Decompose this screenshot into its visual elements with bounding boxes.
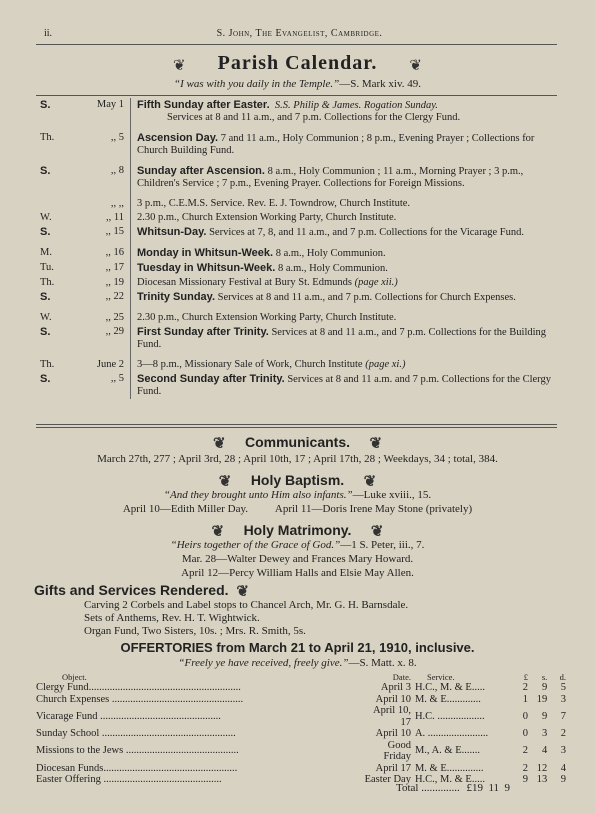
table-header-row: Object. Date. Service. £ s. d. bbox=[62, 672, 566, 682]
calendar-quote: “I was with you daily in the Temple.”—S. Mark xiv. 49. bbox=[173, 78, 421, 90]
table-row: ,, ,, 3 p.m., C.E.M.S. Service. Rev. E. J. Towndrow, Church Institute. bbox=[34, 197, 558, 211]
offertories-quote: “Freely ye have received, freely give.”—S. Matt. x. 8. bbox=[178, 657, 417, 669]
table-row: S. ,, 22 Trinity Sunday. Services at 8 and 11 a.m., and 7 p.m. Collections for Church Expenses. bbox=[40, 291, 516, 303]
calendar-bottom-rule bbox=[36, 424, 557, 425]
right-floral-ornament-icon: ❦ bbox=[409, 57, 422, 74]
table-row: Th. June 2 3—8 p.m., Missionary Sale of Work, Church Institute (page xi.) bbox=[40, 359, 406, 370]
calendar-table bbox=[34, 98, 558, 399]
page-number: ii. bbox=[44, 28, 53, 39]
floral-ornament-icon: ❦ bbox=[363, 473, 377, 491]
table-row: W. ,, 25 2.30 p.m., Church Extension Working Party, Church Institute. bbox=[40, 312, 397, 323]
table-row: Tu. ,, 17 Tuesday in Whitsun-Week. 8 a.m., Holy Communion. bbox=[40, 262, 388, 274]
table-row: Vicarage Fund .............................................. April 10, 17 H.C. .................. 0 9 7 bbox=[36, 705, 566, 728]
baptism-names: April 10—Edith Miller Day. April 11—Doris Irene May Stone (privately) bbox=[122, 503, 473, 515]
table-row: S. May 1 Fifth Sunday after Easter. S.S. Philip & James. Rogation Sunday. Services at 8 and 11 a.m., and 7 p.m. Collections for the Clergy Fund. bbox=[40, 99, 461, 123]
floral-ornament-icon: ❦ bbox=[211, 523, 225, 541]
header-rule bbox=[36, 44, 557, 45]
table-row: Sunday School ................................................... April 10 A. ....................... 0 3 2 bbox=[36, 728, 566, 739]
table-row: S. ,, 29 First Sunday after Trinity. Services at 8 and 11 a.m., and 7 p.m. Collections for the Building Fund. bbox=[40, 326, 547, 350]
floral-ornament-icon: ❦ bbox=[218, 473, 232, 491]
offertories-table bbox=[34, 672, 568, 786]
left-floral-ornament-icon: ❦ bbox=[173, 57, 186, 74]
calendar-title: Parish Calendar. bbox=[217, 52, 378, 74]
offertories-total: Total .............. £19 11 9 bbox=[396, 782, 511, 794]
floral-ornament-icon: ❦ bbox=[370, 523, 384, 541]
table-row: Th. ,, 5 Ascension Day. 7 and 11 a.m., Holy Communion ; 8 p.m., Evening Prayer ; Collections for Church Building Fund. bbox=[40, 132, 535, 156]
table-row: W. ,, 11 2.30 p.m., Church Extension Working Party, Church Institute. bbox=[40, 212, 397, 223]
table-row: M. ,, 16 Monday in Whitsun-Week. 8 a.m., Holy Communion. bbox=[40, 247, 386, 259]
table-row: Clergy Fund.......................................................... April 3 H.C., M. & E..... 2 9 5 bbox=[36, 682, 566, 693]
floral-ornament-icon: ❦ bbox=[236, 583, 249, 601]
baptism-heading: ❦ Holy Baptism. ❦ bbox=[218, 472, 377, 491]
table-row: S. ,, 8 Sunday after Ascension. 8 a.m., Holy Communion ; 11 a.m., Morning Prayer ; 3 p.m., Children's Service ; 7 p.m., Evening Prayer. Collections for Foreign Missions. bbox=[40, 165, 524, 189]
gifts-line: Carving 2 Corbels and Label stops to Chancel Arch, Mr. G. H. Barnsdale. bbox=[84, 599, 409, 611]
calendar-top-rule bbox=[36, 95, 557, 96]
running-header bbox=[44, 28, 555, 44]
table-row: Missions to the Jews ........................................... Good Friday M., A. & E....... 2 4 3 bbox=[36, 739, 566, 762]
table-row: Church Expenses .................................................. April 10 M. & E............. 1 19 3 bbox=[36, 693, 566, 705]
offertories-heading: OFFERTORIES from March 21 to April 21, 1910, inclusive. bbox=[120, 640, 475, 655]
floral-ornament-icon: ❦ bbox=[369, 435, 383, 453]
table-row: S. ,, 15 Whitsun-Day. Services at 7, 8, and 11 a.m., and 7 p.m. Collections for the Vicarage Fund. bbox=[40, 226, 524, 238]
table-row: Diocesan Funds................................................... April 17 M. & E.............. 2 12 4 bbox=[36, 762, 566, 774]
calendar-bottom-rule-2 bbox=[36, 427, 557, 428]
gifts-line: Sets of Anthems, Rev. H. T. Wightwick. bbox=[84, 612, 260, 624]
gifts-heading: Gifts and Services Rendered. ❦ bbox=[34, 582, 249, 601]
table-row: S. ,, 5 Second Sunday after Trinity. Services at 8 and 11 a.m. and 7 p.m. Collections for the Clergy Fund. bbox=[40, 373, 551, 397]
calendar-title-row bbox=[0, 52, 595, 78]
communicants-heading: ❦ Communicants. ❦ bbox=[212, 434, 383, 453]
matrimony-line: April 12—Percy William Halls and Elsie May Allen. bbox=[181, 567, 414, 579]
baptism-quote: “And they brought unto Him also infants.”—Luke xviii., 15. bbox=[163, 489, 432, 501]
communicants-text: March 27th, 277 ; April 3rd, 28 ; April 10th, 17 ; April 17th, 28 ; Weekdays, 34 ; total, 384. bbox=[97, 453, 498, 465]
matrimony-line: Mar. 28—Walter Dewey and Frances Mary Howard. bbox=[181, 553, 414, 565]
running-title: S. John, The Evangelist, Cambridge. bbox=[216, 28, 383, 39]
table-row: Easter Offering ............................................. Easter Day H.C., M. & E..... 9 13 9 bbox=[36, 774, 566, 785]
table-row: Th. ,, 19 Diocesan Missionary Festival at Bury St. Edmunds (page xii.) bbox=[40, 277, 398, 288]
gifts-line: Organ Fund, Two Sisters, 10s. ; Mrs. R. Smith, 5s. bbox=[84, 625, 306, 637]
matrimony-heading: ❦ Holy Matrimony. ❦ bbox=[211, 522, 384, 541]
matrimony-quote: “Heirs together of the Grace of God.”—1 S. Peter, iii., 7. bbox=[170, 539, 425, 551]
floral-ornament-icon: ❦ bbox=[212, 435, 226, 453]
